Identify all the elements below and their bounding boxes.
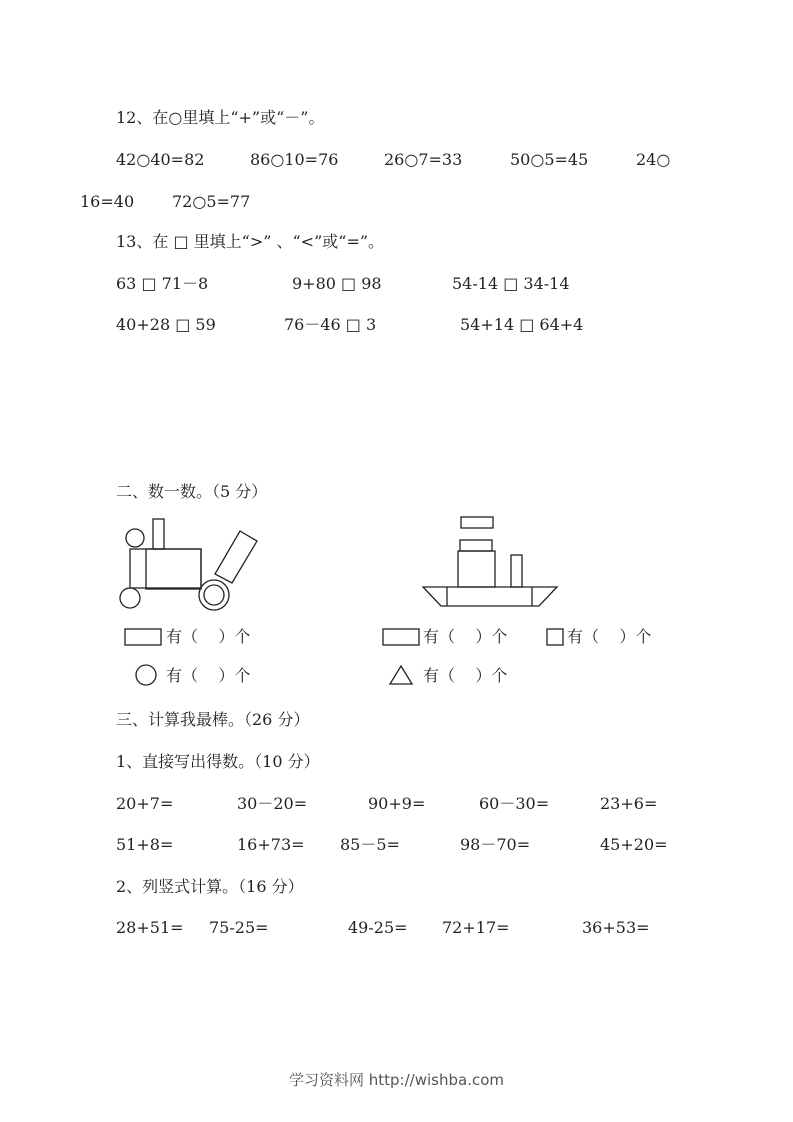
q12-item: 72○5=77 (172, 192, 251, 211)
vertical-calc-item: 72+17= (442, 918, 510, 937)
section2-title: 二、数一数。（5 分） (116, 482, 268, 501)
calc-item: 98－70= (460, 835, 531, 854)
tractor-body (130, 549, 201, 588)
calc-item: 30－20= (237, 794, 308, 813)
calc-item: 90+9= (368, 794, 426, 813)
tractor-chimney (153, 519, 164, 549)
triangle-icon (389, 665, 413, 685)
count-square-label: 有（ ）个 (567, 627, 652, 646)
boat-upper-cabin (460, 540, 492, 551)
vertical-calc-item: 75-25= (209, 918, 269, 937)
tractor-rear-wheel-inner (204, 585, 224, 605)
vertical-calc-item: 36+53= (582, 918, 650, 937)
calc-item: 45+20= (600, 835, 668, 854)
count-rect-right-label: 有（ ）个 (423, 627, 508, 646)
square-icon (546, 628, 564, 646)
rectangle-icon (124, 628, 162, 646)
q13-item: 54+14 □ 64+4 (460, 315, 584, 334)
section3-part1-title: 1、直接写出得数。（10 分） (116, 752, 320, 771)
q12-item: 42○40=82 (116, 150, 205, 169)
q13-item: 63 □ 71－8 (116, 274, 209, 293)
section3-title: 三、计算我最棒。（26 分） (116, 710, 310, 729)
rectangle-icon (382, 628, 420, 646)
q13-item: 54-14 □ 34-14 (452, 274, 570, 293)
q12-item: 86○10=76 (250, 150, 339, 169)
calc-item: 60－30= (479, 794, 550, 813)
tractor-small-circle (126, 529, 144, 547)
calc-item: 23+6= (600, 794, 658, 813)
count-rect-left-label: 有（ ）个 (166, 627, 251, 646)
boat-figure (420, 512, 560, 612)
section3-part2-title: 2、列竖式计算。（16 分） (116, 877, 304, 896)
boat-top-rect (461, 517, 493, 528)
tractor-arm (215, 531, 257, 583)
calc-item: 85－5= (340, 835, 400, 854)
q13-item: 40+28 □ 59 (116, 315, 216, 334)
q12-item: 16=40 (80, 192, 135, 211)
count-circle-label: 有（ ）个 (166, 666, 251, 685)
boat-lower-cabin (458, 551, 495, 587)
q13-item: 76－46 □ 3 (284, 315, 377, 334)
calc-item: 51+8= (116, 835, 174, 854)
q13-item: 9+80 □ 98 (292, 274, 382, 293)
q12-item: 50○5=45 (510, 150, 589, 169)
calc-item: 20+7= (116, 794, 174, 813)
boat-hull (423, 587, 557, 606)
q12-title: 12、在○里填上“+”或“－”。 (116, 108, 325, 127)
q13-title: 13、在 □ 里填上“>” 、“<”或“=”。 (116, 232, 385, 251)
q12-item: 26○7=33 (384, 150, 463, 169)
circle-icon (135, 664, 157, 686)
q12-item: 24○ (636, 150, 671, 169)
boat-chimney (511, 555, 522, 587)
count-triangle-label: 有（ ）个 (423, 666, 508, 685)
tractor-front-wheel (120, 588, 140, 608)
tractor-cab (146, 549, 201, 589)
tractor-figure (110, 510, 270, 615)
vertical-calc-item: 49-25= (348, 918, 408, 937)
calc-item: 16+73= (237, 835, 305, 854)
footer-watermark: 学习资料网 http://wishba.com (289, 1071, 504, 1089)
vertical-calc-item: 28+51= (116, 918, 184, 937)
